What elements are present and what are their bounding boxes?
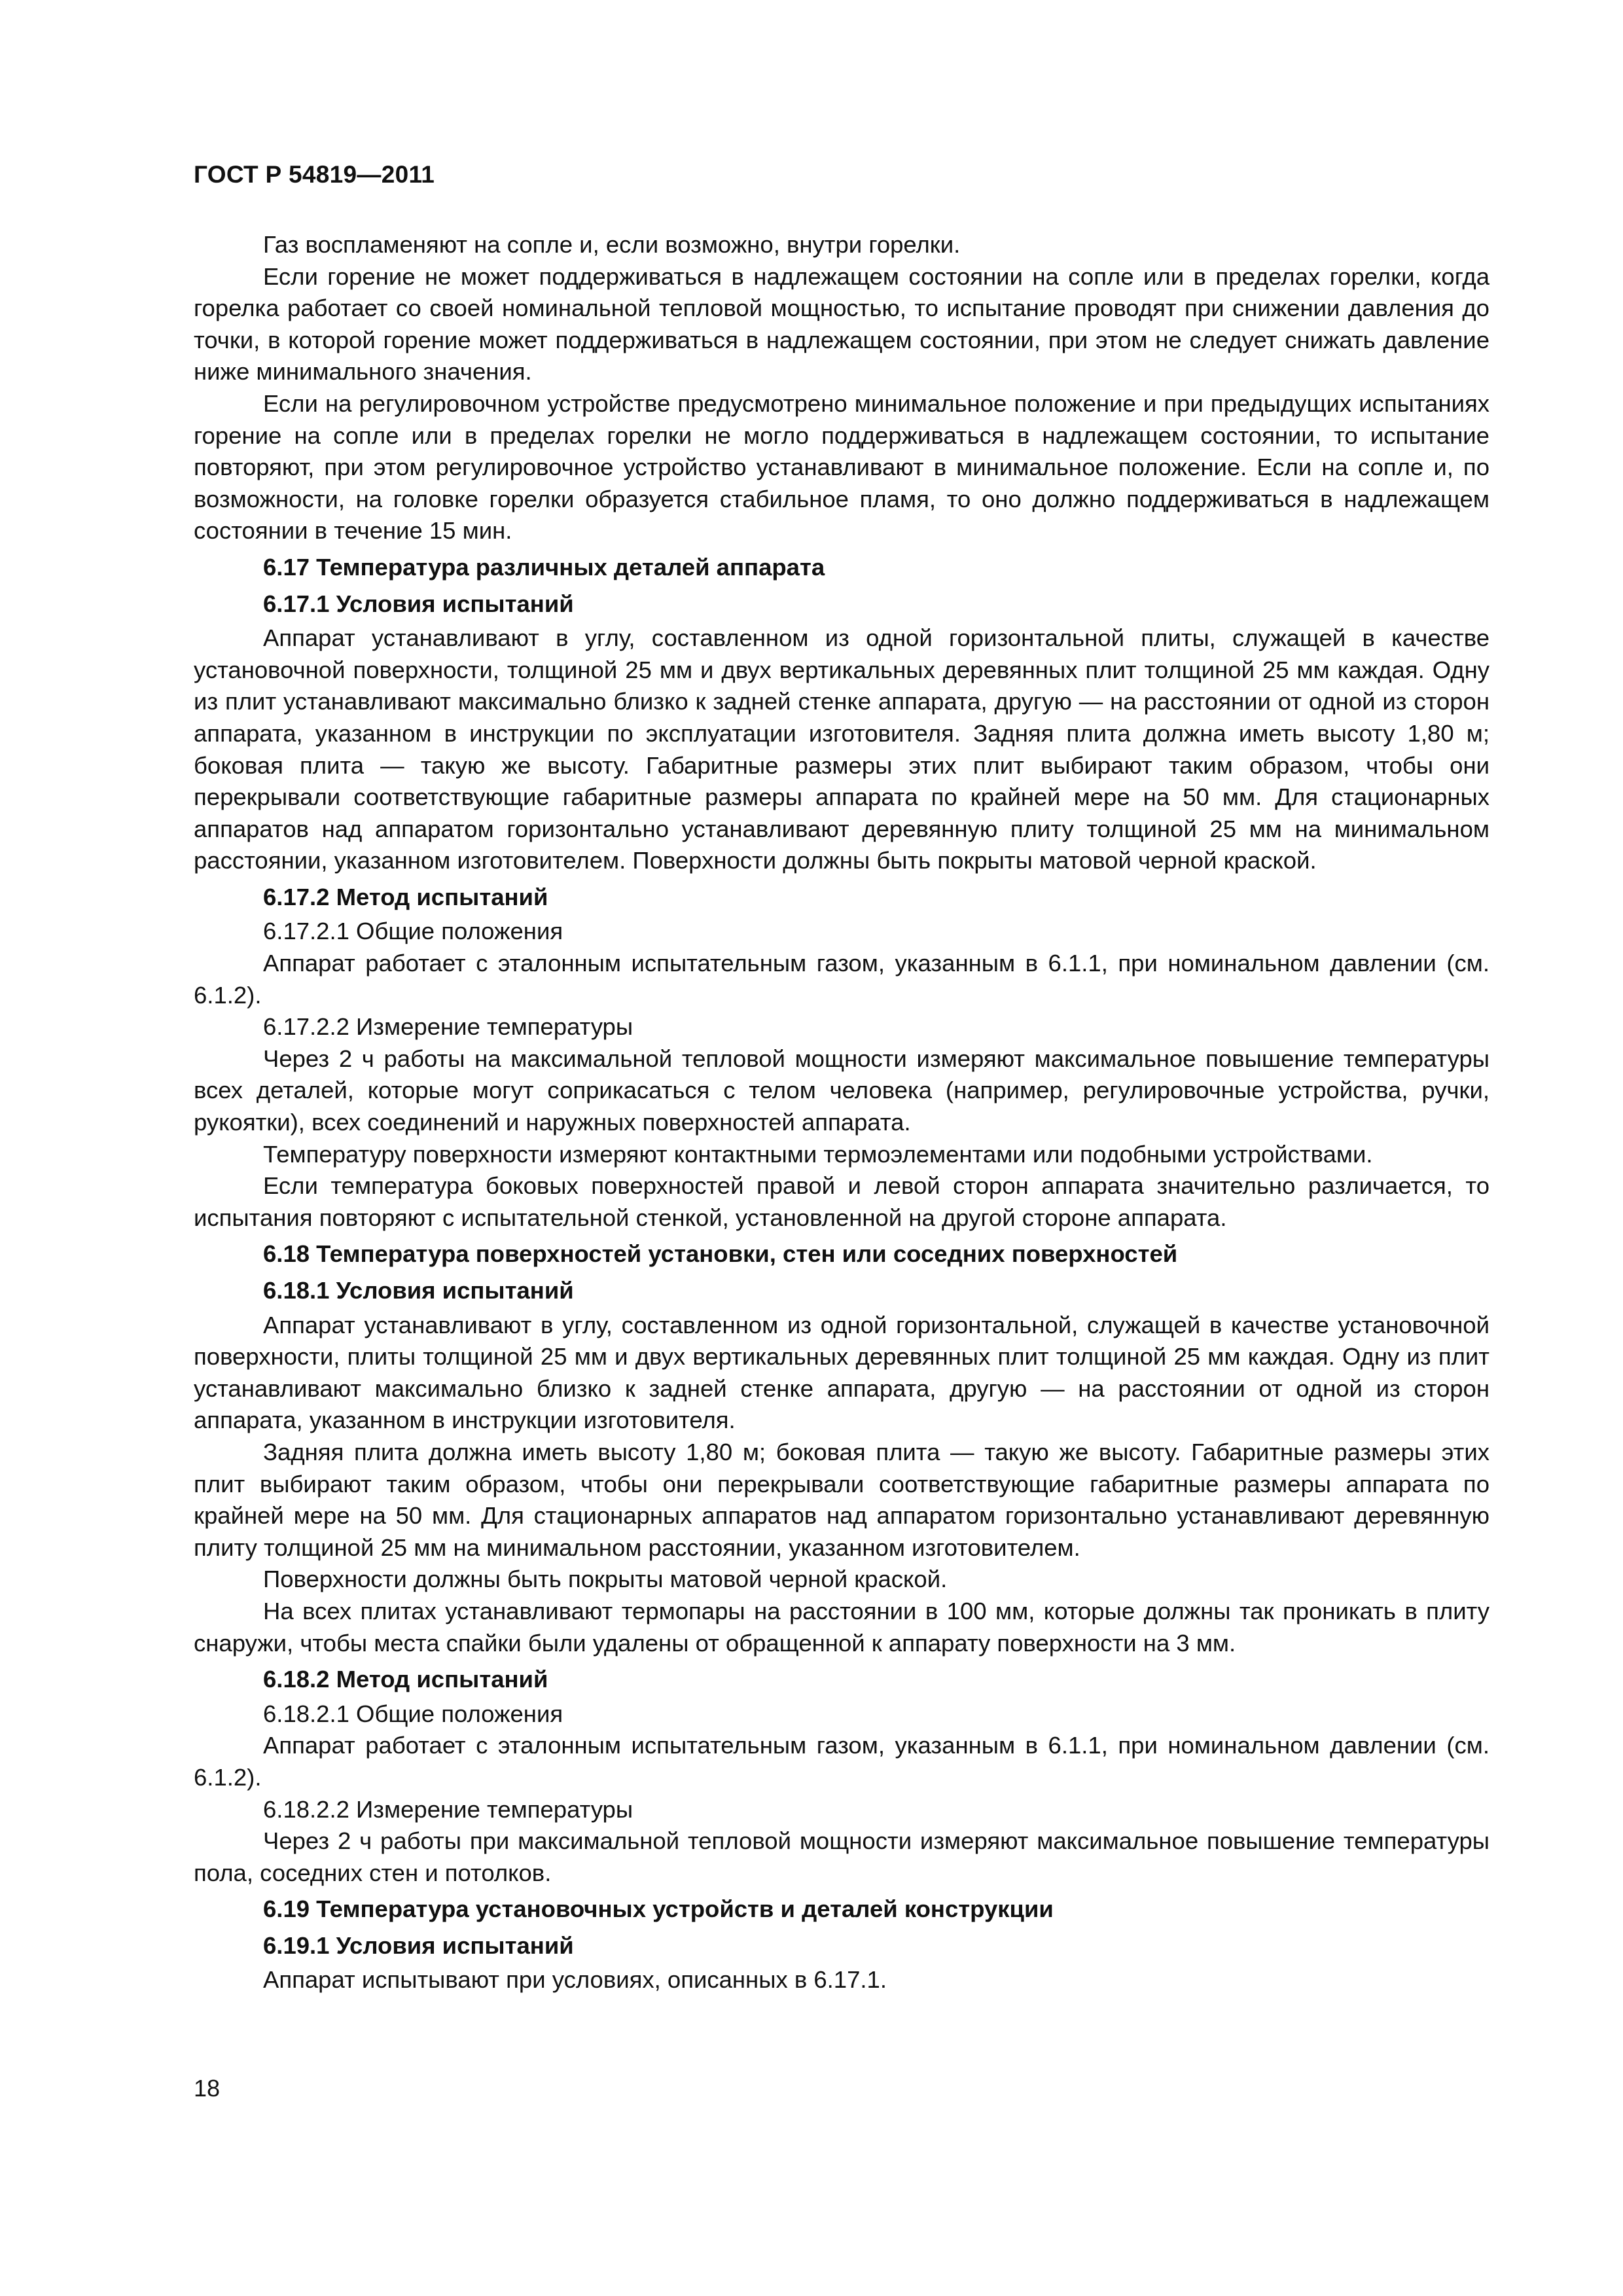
paragraph: Задняя плита должна иметь высоту 1,80 м; боковая плита — такую же высоту. Габаритные размеры этих плит выбирают таким образом, чтобы они перекрывали соответствующие габаритные размеры аппарата по крайней мере на 50 мм. Для стационарных аппаратов над аппаратом горизонтально устанавливают деревянную плиту толщиной 25 мм на минимальном расстоянии, указанном изготовителем. (194, 1438, 1489, 1561)
subsection-heading: 6.17.2.2 Измерение температуры (263, 1013, 633, 1041)
paragraph: Через 2 ч работы при максимальной тепловой мощности измеряют максимальное повышение температуры пола, соседних стен и потолков. (194, 1827, 1489, 1886)
section-heading: 6.17.2 Метод испытаний (263, 883, 548, 910)
page-number: 18 (194, 2075, 221, 2102)
section-heading: 6.17 Температура различных деталей аппарата (263, 553, 825, 581)
section-heading: 6.18.2 Метод испытаний (263, 1666, 548, 1693)
subsection-heading: 6.18.2.1 Общие положения (263, 1700, 563, 1727)
paragraph: Аппарат устанавливают в углу, составленном из одной горизонтальной, служащей в качестве установочной поверхности, плиты толщиной 25 мм и двух вертикальных деревянных плит толщиной 25 мм каждая. Одну из плит устанавливают максимально близко к задней стенке аппарата, другую — на расстоянии от одной из сторон аппарата, указанном в инструкции изготовителя. (194, 1311, 1489, 1434)
paragraph: Поверхности должны быть покрыты матовой черной краской. (263, 1566, 948, 1593)
paragraph: Если температура боковых поверхностей правой и левой сторон аппарата значительно различается, то испытания повторяют с испытательной стенкой, установленной на другой стороне аппарата. (194, 1172, 1489, 1231)
document-body (194, 229, 1489, 1996)
section-heading: 6.19 Температура установочных устройств и деталей конструкции (263, 1895, 1054, 1923)
paragraph: Если горение не может поддерживаться в надлежащем состоянии на сопле или в пределах горелки, когда горелка работает со своей номинальной тепловой мощностью, то испытание проводят при снижении давления до точки, в которой горение может поддерживаться в надлежащем состоянии, при этом не следует снижать давление ниже минимального значения. (194, 262, 1489, 386)
paragraph: Температуру поверхности измеряют контактными термоэлементами или подобными устройствами. (263, 1140, 1373, 1168)
section-heading: 6.17.1 Условия испытаний (263, 590, 574, 617)
paragraph: Аппарат работает с эталонным испытательным газом, указанным в 6.1.1, при номинальном давлении (см. 6.1.2). (194, 1732, 1489, 1791)
subsection-heading: 6.17.2.1 Общие положения (263, 918, 563, 945)
paragraph: Аппарат испытывают при условиях, описанных в 6.17.1. (263, 1966, 887, 1994)
subsection-heading: 6.18.2.2 Измерение температуры (263, 1795, 633, 1823)
paragraph: На всех плитах устанавливают термопары на расстоянии в 100 мм, которые должны так проникать в плиту снаружи, чтобы места спайки были удалены от обращенной к аппарату поверхности на 3 мм. (194, 1597, 1489, 1657)
paragraph: Если на регулировочном устройстве предусмотрено минимальное положение и при предыдущих испытаниях горение на сопле или в пределах горелки не могло поддерживаться в надлежащем состоянии, то испытание повторяют, при этом регулировочное устройство устанавливают в минимальное положение. Если на сопле и, по возможности, на головке горелки образуется стабильное пламя, то оно должно поддерживаться в надлежащем состоянии в течение 15 мин. (194, 389, 1489, 545)
section-heading: 6.19.1 Условия испытаний (263, 1931, 574, 1959)
section-heading: 6.18 Температура поверхностей установки, стен или соседних поверхностей (263, 1240, 1178, 1268)
paragraph: Аппарат устанавливают в углу, составленном из одной горизонтальной плиты, служащей в качестве установочной поверхности, толщиной 25 мм и двух вертикальных деревянных плит толщиной 25 мм каждая. Одну из плит устанавливают максимально близко к задней стенке аппарата, другую — на расстоянии от одной из сторон аппарата, указанном в инструкции по эксплуатации изготовителя. Задняя плита должна иметь высоту 1,80 м; боковая плита — такую же высоту. Габаритные размеры этих плит выбирают таким образом, чтобы они перекрывали соответствующие габаритные размеры аппарата по крайней мере на 50 мм. Для стационарных аппаратов над аппаратом горизонтально устанавливают деревянную плиту толщиной 25 мм на минимальном расстоянии, указанном изготовителем. Поверхности должны быть покрыты матовой черной краской. (194, 624, 1489, 874)
section-heading: 6.18.1 Условия испытаний (263, 1277, 574, 1304)
paragraph: Через 2 ч работы на максимальной тепловой мощности измеряют максимальное повышение температуры всех деталей, которые могут соприкасаться с телом человека (например, регулировочные устройства, ручки, рукоятки), всех соединений и наружных поверхностей аппарата. (194, 1045, 1489, 1136)
paragraph: Газ воспламеняют на сопле и, если возможно, внутри горелки. (263, 231, 961, 258)
paragraph: Аппарат работает с эталонным испытательным газом, указанным в 6.1.1, при номинальном давлении (см. 6.1.2). (194, 950, 1489, 1009)
document-header: ГОСТ Р 54819—2011 (194, 161, 435, 188)
